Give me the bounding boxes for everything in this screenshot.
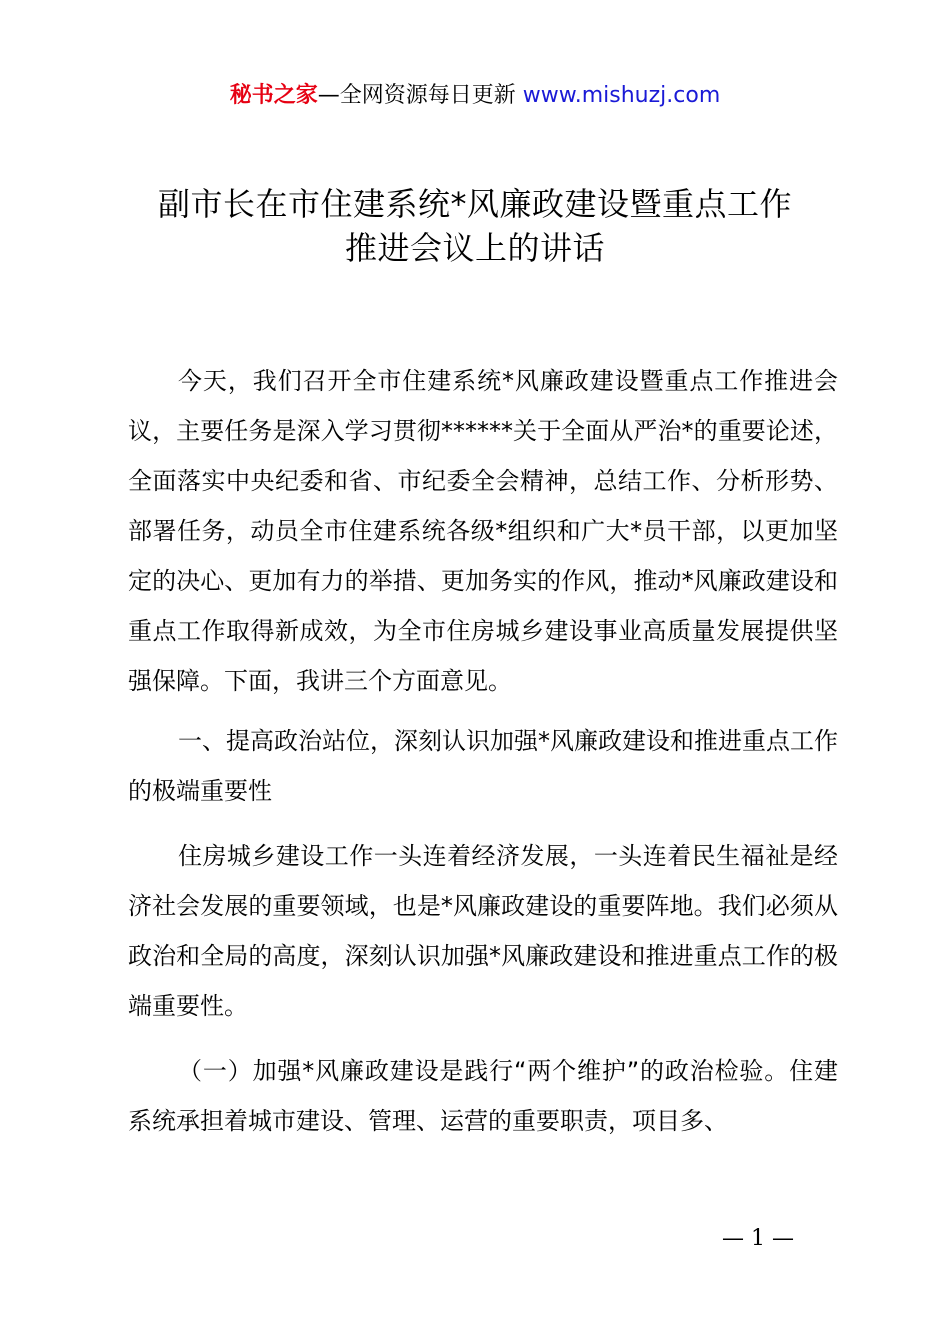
brand-name: 秘书之家 [229, 83, 318, 108]
site-header-banner [0, 80, 950, 112]
paragraph-text: 今天，我们召开全市住建系统*风廉政建设暨重点工作推进会议，主要任务是深入学习贯彻******关于全面从严治*的重要论述，全面落实中央纪委和省、市纪委全会精神，总结工作、分析形势、部署任务，动员全市住建系统各级*组织和广大*员干部，以更加坚定的决心、更加有力的举措、更加务实的作风，推动*风廉政建设和重点工作取得新成效，为全市住房城乡建设事业高质量发展提供坚强保障。下面，我讲三个方面意见。 [128, 367, 838, 695]
paragraph-subsection-1 [128, 1046, 838, 1146]
section-heading-text: 一、提高政治站位，深刻认识加强*风廉政建设和推进重点工作的极端重要性 [128, 727, 838, 805]
section-heading-1 [128, 716, 838, 816]
document-title [100, 182, 850, 270]
paragraph-text: 住房城乡建设工作一头连着经济发展，一头连着民生福祉是经济社会发展的重要领域，也是*风廉政建设的重要阵地。我们必须从政治和全局的高度，深刻认识加强*风廉政建设和推进重点工作的极端重要性。 [128, 842, 838, 1020]
title-line-2: 推进会议上的讲话 [344, 229, 605, 267]
title-line-1: 副市长在市住建系统*风廉政建设暨重点工作 [157, 185, 792, 223]
page-number: — 1 — [722, 1226, 794, 1251]
paragraph-text: （一）加强*风廉政建设是践行“两个维护”的政治检验。住建系统承担着城市建设、管理、运营的重要职责，项目多、 [128, 1057, 838, 1135]
site-url: www.mishuzj.com [522, 83, 721, 108]
paragraph-section-1 [128, 831, 838, 1031]
paragraph-intro [128, 356, 838, 706]
header-tagline: —全网资源每日更新 [317, 83, 523, 108]
